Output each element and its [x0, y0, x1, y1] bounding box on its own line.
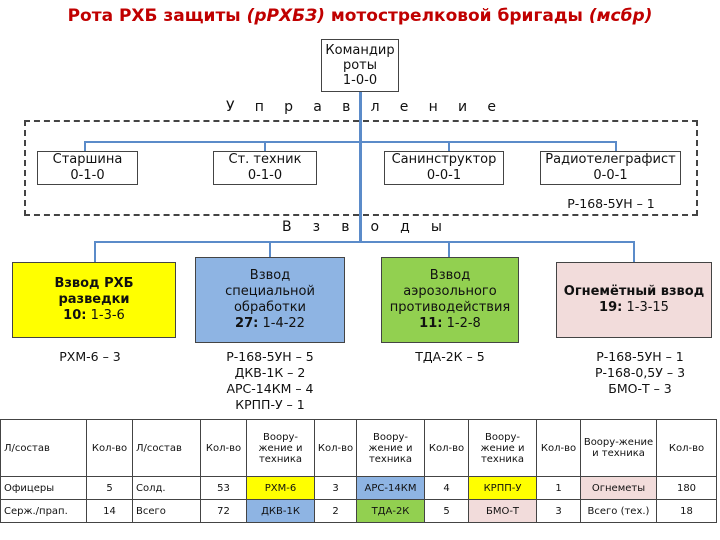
title-abbr-company: (рРХБЗ): [246, 6, 325, 26]
commander-box: [321, 39, 399, 92]
header-cell: Воору-жение и техника: [469, 420, 537, 477]
connector-platoon-bar: [94, 241, 635, 243]
header-cell: Воору-жение и техника: [581, 420, 657, 477]
platoon-aerosol-equipment: [400, 349, 500, 365]
table-cell: 14: [87, 500, 133, 523]
table-cell: Серж./прап.: [1, 500, 87, 523]
table-cell: Всего (тех.): [581, 500, 657, 523]
table-cell: РХМ-6: [247, 477, 315, 500]
staff-name: Старшина: [52, 152, 123, 167]
equipment-item: Р-168-0,5У – 3: [594, 365, 686, 380]
platoon-flamethrower-equipment: [580, 349, 700, 397]
staff-name: Радиотелеграфист: [545, 152, 676, 167]
table-cell: 1: [537, 477, 581, 500]
equipment-item: Р-168-5УН – 5: [226, 349, 314, 364]
staff-starshina: [37, 151, 138, 185]
header-cell: Воору-жение и техника: [357, 420, 425, 477]
management-label-text: У п р а в л е н и е: [226, 99, 496, 115]
page-title: [0, 6, 720, 26]
staff-code: 0-0-1: [593, 168, 628, 183]
table-cell: БМО-Т: [469, 500, 537, 523]
table-cell: 180: [657, 477, 717, 500]
platoon-name: Взвод РХБ разведки: [54, 276, 134, 307]
staff-radio-equipment: Р-168-5УН – 1: [567, 196, 655, 211]
equipment-item: КРПП-У – 1: [235, 397, 305, 412]
table-cell: Солд.: [133, 477, 201, 500]
staff-radio-operator: [540, 151, 681, 185]
table-cell: Всего: [133, 500, 201, 523]
platoons-label: [282, 219, 442, 235]
commander-label-2: роты: [342, 58, 378, 73]
staff-name: Санинструктор: [391, 152, 497, 167]
platoon-code: 1-2-8: [446, 316, 481, 331]
equipment-item: РХМ-6 – 3: [59, 349, 121, 364]
table-cell: 18: [657, 500, 717, 523]
connector-platoon-2: [269, 241, 271, 257]
table-cell: Огнеметы: [581, 477, 657, 500]
table-row: [1, 477, 717, 500]
header-cell: Кол-во: [201, 420, 247, 477]
platoon-name: Взвод специальной обработки: [225, 268, 315, 315]
platoon-num: 10:: [63, 308, 87, 323]
management-label: [226, 99, 496, 115]
header-cell: Л/состав: [133, 420, 201, 477]
equipment-item: ДКВ-1К – 2: [234, 365, 306, 380]
table-cell: ДКВ-1К: [247, 500, 315, 523]
table-cell: 5: [425, 500, 469, 523]
title-middle: мотострелковой бригады: [330, 6, 583, 26]
header-cell: Кол-во: [425, 420, 469, 477]
staff-name: Ст. техник: [228, 152, 302, 167]
table-cell: ТДА-2К: [357, 500, 425, 523]
platoons-label-text: В з в о д ы: [282, 219, 442, 235]
platoon-aerosol: [381, 257, 519, 343]
header-cell: Кол-во: [315, 420, 357, 477]
table-cell: АРС-14КМ: [357, 477, 425, 500]
header-cell: Кол-во: [537, 420, 581, 477]
platoon-num: 27:: [235, 316, 259, 331]
platoon-num: 11:: [419, 316, 443, 331]
platoon-name: Огнемётный взвод: [563, 284, 705, 299]
connector-platoon-4: [633, 241, 635, 262]
title-main: Рота РХБ защиты: [67, 6, 241, 26]
table-cell: 53: [201, 477, 247, 500]
table-cell: 5: [87, 477, 133, 500]
table-cell: Офицеры: [1, 477, 87, 500]
header-cell: Воору-жение и техника: [247, 420, 315, 477]
summary-table: [0, 419, 717, 523]
header-cell: Кол-во: [657, 420, 717, 477]
equipment-item: АРС-14КМ – 4: [226, 381, 314, 396]
platoon-name: Взвод аэрозольного противодействия: [389, 268, 511, 315]
commander-code: 1-0-0: [342, 73, 378, 88]
staff-technician: [213, 151, 317, 185]
platoon-decon-equipment: [210, 349, 330, 413]
staff-medic: [384, 151, 504, 185]
connector-platoon-1: [94, 241, 96, 262]
staff-code: 0-1-0: [247, 168, 283, 183]
table-cell: КРПП-У: [469, 477, 537, 500]
equipment-item: БМО-Т – 3: [608, 381, 672, 396]
header-cell: Л/состав: [1, 420, 87, 477]
platoon-recon-equipment: [40, 349, 140, 365]
table-row: [1, 500, 717, 523]
table-cell: 3: [537, 500, 581, 523]
table-header-row: [1, 420, 717, 477]
header-cell: Кол-во: [87, 420, 133, 477]
platoon-decon: [195, 257, 345, 343]
platoon-code: 1-3-6: [90, 308, 125, 323]
staff-code: 0-0-1: [426, 168, 462, 183]
platoon-code: 1-3-15: [626, 300, 669, 315]
table-cell: 72: [201, 500, 247, 523]
equipment-item: Р-168-5УН – 1: [596, 349, 684, 364]
connector-platoon-3: [448, 241, 450, 257]
staff-code: 0-1-0: [70, 168, 105, 183]
commander-label-1: Командир: [325, 43, 395, 58]
table-cell: 3: [315, 477, 357, 500]
title-abbr-brigade: (мсбр): [588, 6, 653, 26]
platoon-num: 19:: [599, 300, 623, 315]
equipment-item: ТДА-2К – 5: [415, 349, 485, 364]
table-cell: 4: [425, 477, 469, 500]
platoon-code: 1-4-22: [262, 316, 305, 331]
table-cell: 2: [315, 500, 357, 523]
platoon-flamethrower: [556, 262, 712, 338]
platoon-recon: [12, 262, 176, 338]
